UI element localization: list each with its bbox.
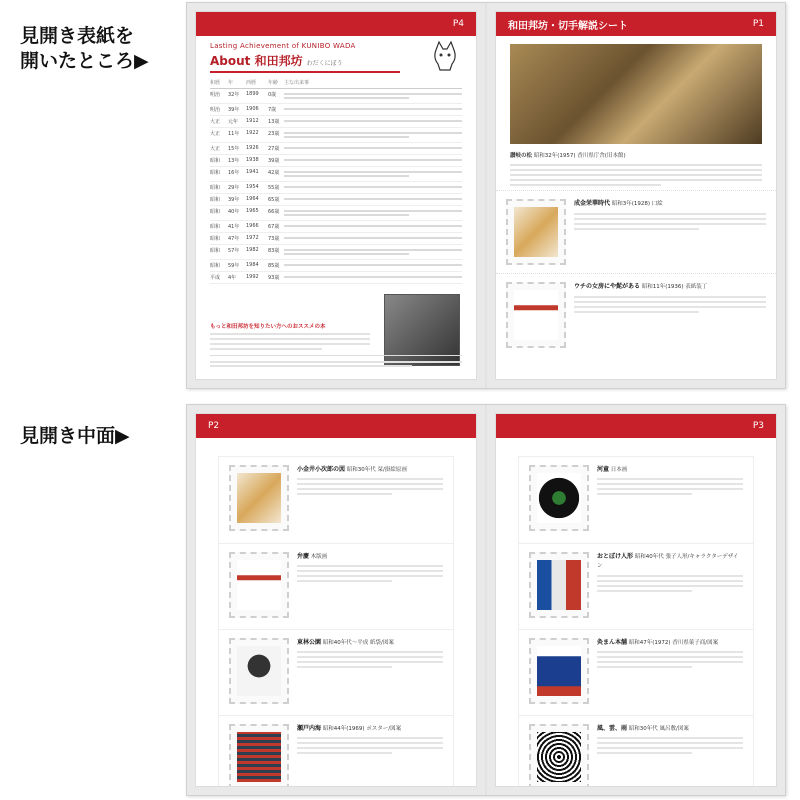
cover-spread-label: 見開き表紙を 開いたところ▶ (20, 25, 149, 72)
stamp-image (529, 465, 589, 531)
chronology-cell: 1992 (246, 274, 259, 280)
about-title-text: About 和田邦坊 (210, 54, 303, 68)
chronology-row (210, 89, 462, 104)
chronology-cell: 1984 (246, 262, 259, 268)
stamp-entry (519, 457, 753, 543)
cover-spread (186, 2, 786, 389)
page-header-bar (496, 12, 776, 36)
chronology-cell: 昭和 (210, 185, 221, 191)
chronology-cell: 1972 (246, 235, 259, 241)
chronology-event-text (284, 106, 462, 113)
col-year: 年 (228, 80, 234, 86)
chronology-row (210, 194, 462, 206)
stamp-image (506, 282, 566, 348)
chronology-cell: 明治 (210, 107, 221, 113)
chronology-row (210, 104, 462, 116)
chronology-event-text (284, 145, 462, 152)
chronology-cell: 0歳 (268, 92, 277, 98)
chronology-cell: 1922 (246, 130, 259, 136)
stamp-meta: 昭和44年(1969) ポスター/図案 (322, 726, 402, 732)
about-title-yomi: わだくにぼう (306, 60, 343, 67)
stamp-meta: 木版画 (310, 554, 328, 560)
chronology-row (210, 167, 462, 182)
chronology-row (210, 155, 462, 167)
chronology-cell: 1926 (246, 145, 259, 151)
chronology-event-text (284, 157, 462, 164)
stamp-image (529, 638, 589, 704)
chronology-row (210, 221, 462, 233)
stamp-image (229, 552, 289, 618)
stamp-entry (519, 543, 753, 629)
about-subtitle: Lasting Achievement of KUNIBO WADA (210, 42, 356, 50)
chronology-cell: 昭和 (210, 170, 221, 176)
page-p2 (195, 413, 477, 787)
chronology-row (210, 143, 462, 155)
chronology-cell: 47年 (228, 236, 240, 242)
chronology-event-text (284, 247, 462, 257)
chronology-cell: 39年 (228, 107, 240, 113)
chronology-cell: 11年 (228, 131, 240, 137)
hero-caption-label: 讃岐の松 (510, 153, 533, 159)
chronology-cell: 1938 (246, 157, 259, 163)
col-ad: 西暦 (246, 80, 257, 86)
chronology-cell: 昭和 (210, 197, 221, 203)
chronology-cell: 昭和 (210, 224, 221, 230)
chronology-row (210, 206, 462, 221)
chronology-cell: 明治 (210, 92, 221, 98)
stamp-description (566, 199, 766, 265)
stamp-description (589, 638, 743, 707)
chronology-row (210, 182, 462, 194)
stamp-image (229, 465, 289, 531)
page-p4 (195, 11, 477, 380)
chronology-cell: 39歳 (268, 158, 280, 164)
stamp-entry (519, 715, 753, 787)
stamp-description (589, 465, 743, 535)
chronology-cell: 1906 (246, 106, 259, 112)
chronology-row (210, 128, 462, 143)
chronology-cell: 23歳 (268, 131, 280, 137)
chronology-event-text (284, 223, 462, 230)
chronology-event-text (284, 91, 462, 101)
col-event: 主な出来事 (284, 80, 310, 86)
chronology-cell: 41年 (228, 224, 240, 230)
stamp-title: 瀬戸内海 (297, 725, 322, 732)
chronology-row (210, 260, 462, 272)
chronology-event-text (284, 118, 462, 125)
stamp-title: 弁慶 (297, 553, 310, 560)
chronology-cell: 55歳 (268, 185, 280, 191)
chronology-cell: 93歳 (268, 275, 280, 281)
stamp-title: 東林公園 (297, 639, 322, 646)
chronology-cell: 66歳 (268, 209, 280, 215)
about-title (210, 52, 400, 73)
chronology-cell: 大正 (210, 119, 221, 125)
chronology-cell: 1941 (246, 169, 259, 175)
chronology-cell: 1964 (246, 196, 259, 202)
chronology-cell: 昭和 (210, 158, 221, 164)
chronology-cell: 83歳 (268, 248, 280, 254)
chronology-event-text (284, 235, 462, 242)
chronology-cell: 57年 (228, 248, 240, 254)
page-p3 (495, 413, 777, 787)
chronology-cell: 85歳 (268, 263, 280, 269)
page-header-bar (496, 414, 776, 438)
page-header-bar (196, 12, 476, 36)
stamp-meta: 昭和47年(1972) 香川県菓子商/図案 (628, 640, 719, 646)
stamp-title: 河童 (597, 466, 610, 473)
stamp-meta: 昭和40年代～平成 紙袋/図案 (322, 640, 394, 646)
chronology-cell: 1965 (246, 208, 259, 214)
stamp-meta: 昭和3年(1928) 口絵 (611, 201, 663, 208)
chronology-cell: 59年 (228, 263, 240, 269)
stamp-meta: 日本画 (610, 467, 628, 473)
inner-spread-label: 見開き中面▶ (20, 425, 130, 447)
chronology-cell: 1912 (246, 118, 259, 124)
chronology-table (210, 79, 462, 284)
chronology-cell: 昭和 (210, 209, 221, 215)
stamp-entry (219, 715, 453, 787)
stamp-entry (496, 273, 776, 356)
stamp-list (518, 456, 754, 787)
stamp-meta: 昭和30年代 栞/掛絵原画 (346, 467, 407, 473)
stamp-description (566, 282, 766, 348)
chronology-row (210, 272, 462, 284)
chronology-row (210, 116, 462, 128)
cat-mascot-icon (430, 40, 460, 72)
col-age: 年齢 (268, 80, 279, 86)
stamp-title: おとぼけ人形 (597, 553, 634, 560)
about-header (196, 36, 476, 73)
chronology-cell: 13歳 (268, 119, 280, 125)
chronology-cell: 40年 (228, 209, 240, 215)
chronology-cell: 昭和 (210, 236, 221, 242)
chronology-cell: 1899 (246, 91, 259, 97)
chronology-event-text (284, 184, 462, 191)
chronology-event-text (284, 130, 462, 140)
chronology-cell: 32年 (228, 92, 240, 98)
stamp-title: ウチの女房にや髭がある (574, 283, 641, 291)
hero-caption-text: 昭和32年(1957) 香川県庁舎(旧本館) (533, 153, 626, 159)
chronology-cell: 27歳 (268, 146, 280, 152)
spread-fold (485, 3, 487, 388)
spread-fold (485, 405, 487, 795)
chronology-cell: 65歳 (268, 197, 280, 203)
chronology-cell: 67歳 (268, 224, 280, 230)
page-number: P1 (752, 19, 764, 29)
sheet-title: 和田邦坊・切手解説シート (508, 20, 628, 32)
page-number: P2 (208, 421, 220, 431)
chronology-event-text (284, 169, 462, 179)
recommended-books-title: もっと和田邦坊を知りたい方へのおススメの本 (210, 324, 326, 330)
chronology-cell: 1966 (246, 223, 259, 229)
stamp-list (218, 456, 454, 787)
chronology-cell: 7歳 (268, 107, 277, 113)
stamp-image (229, 724, 289, 787)
stamp-title: 灸まん本舗 (597, 639, 628, 646)
chronology-cell: 42歳 (268, 170, 280, 176)
chronology-row (210, 233, 462, 245)
stamp-image (529, 552, 589, 618)
page-number: P3 (752, 421, 764, 431)
stamp-meta: 昭和40年代 張子人形/キャラクターデザイン (597, 554, 739, 570)
chronology-cell: 13年 (228, 158, 240, 164)
stamp-meta: 昭和11年(1936) 表紙装丁 (641, 284, 708, 291)
stamp-entry (519, 629, 753, 715)
stamp-entry (219, 457, 453, 543)
chronology-cell: 29年 (228, 185, 240, 191)
stamp-title: 成金栄華時代 (574, 200, 611, 208)
page-p1 (495, 11, 777, 380)
stamp-description (289, 552, 443, 621)
stamp-description (289, 638, 443, 707)
stamp-title: 風、雲、雨 (597, 725, 628, 732)
chronology-cell: 16年 (228, 170, 240, 176)
stamp-description (289, 465, 443, 535)
stamp-image (506, 199, 566, 265)
stamp-entry (496, 190, 776, 273)
stamp-description (289, 724, 443, 787)
chronology-cell: 元年 (228, 119, 239, 125)
recommended-books (210, 322, 370, 353)
chronology-cell: 73歳 (268, 236, 280, 242)
chronology-cell: 39年 (228, 197, 240, 203)
chronology-cell: 昭和 (210, 248, 221, 254)
hero-caption (510, 152, 762, 186)
page-number: P4 (452, 19, 464, 29)
page-header-bar (196, 414, 476, 438)
chronology-cell: 平成 (210, 275, 221, 281)
page-footer (210, 355, 462, 369)
inner-spread (186, 404, 786, 796)
chronology-cell: 15年 (228, 146, 240, 152)
hero-painting-image (510, 44, 762, 144)
chronology-cell: 1982 (246, 247, 259, 253)
stamp-title: 小金井小次郎の図 (297, 466, 346, 473)
chronology-cell: 1954 (246, 184, 259, 190)
chronology-event-text (284, 196, 462, 203)
stamp-image (529, 724, 589, 787)
chronology-event-text (284, 274, 462, 281)
chronology-header (210, 79, 462, 89)
chronology-event-text (284, 208, 462, 218)
stamp-meta: 昭和30年代 風呂敷/図案 (628, 726, 689, 732)
stamp-image (229, 638, 289, 704)
chronology-cell: 大正 (210, 131, 221, 137)
chronology-cell: 昭和 (210, 263, 221, 269)
chronology-event-text (284, 262, 462, 269)
col-era: 和暦 (210, 80, 221, 86)
chronology-cell: 大正 (210, 146, 221, 152)
stamp-description (589, 552, 743, 621)
stamp-entry (219, 629, 453, 715)
chronology-cell: 4年 (228, 275, 237, 281)
stamp-entry (219, 543, 453, 629)
stamp-description (589, 724, 743, 787)
chronology-row (210, 245, 462, 260)
